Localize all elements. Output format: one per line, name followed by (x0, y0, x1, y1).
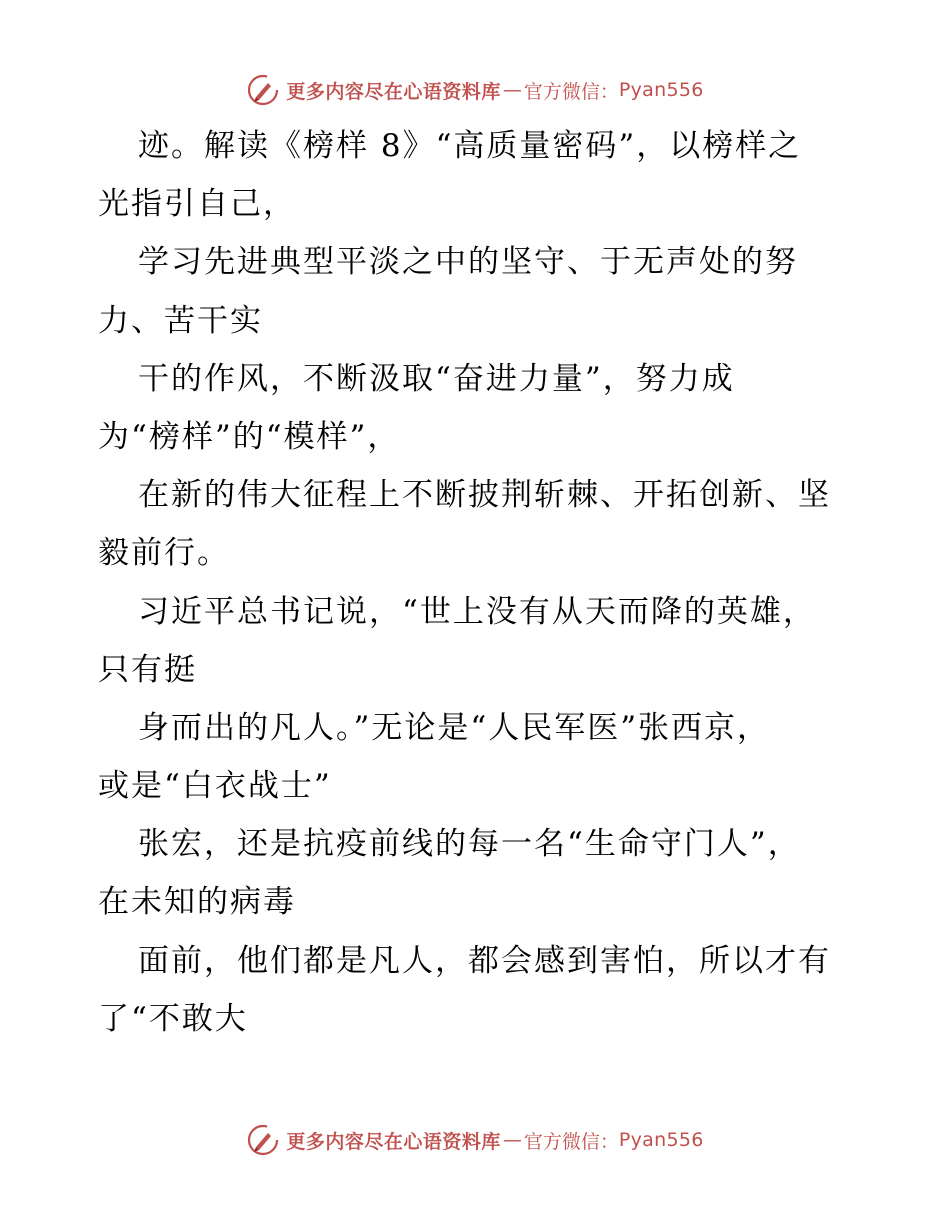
text-line: 或是“白衣战士” (98, 768, 332, 805)
watermark-text: 更多内容尽在心语资料库 (286, 80, 501, 103)
footer-watermark (0, 1120, 950, 1160)
text-line: 在未知的病毒 (98, 884, 296, 921)
watermark-text: 更多内容尽在心语资料库 (286, 1130, 501, 1153)
text-line: 力、苦干实 (98, 302, 263, 339)
text-line: 毅前行。 (98, 535, 230, 572)
pen-logo-icon (246, 1123, 280, 1157)
watermark-contact-id: Pyan556 (618, 1129, 704, 1151)
watermark-contact-label: 官方微信： (523, 80, 619, 103)
watermark-contact-id: Pyan556 (618, 79, 704, 101)
document-body (98, 117, 898, 1048)
text-line: 习近平总书记说，“世上没有从天而降的英雄， (138, 593, 816, 630)
text-line: 张宏，还是抗疫前线的每一名“生命守门人”， (138, 826, 801, 863)
text-line: 了“不敢大 (98, 1000, 248, 1037)
text-line: 光指引自己， (98, 186, 296, 223)
text-line: 干的作风，不断汲取“奋进力量”，努力成 (138, 360, 735, 397)
text-line: 身而出的凡人。”无论是“人民军医”张西京， (138, 709, 771, 746)
text-line: 迹。解读《榜样 8》“高质量密码”，以榜样之 (138, 128, 802, 164)
pen-logo-icon (246, 73, 280, 107)
text-line: 为“榜样”的“模样”， (98, 418, 401, 455)
text-line: 学习先进典型平淡之中的坚守、于无声处的努 (138, 244, 798, 281)
text-line: 在新的伟大征程上不断披荆斩棘、开拓创新、坚 (138, 477, 831, 514)
text-line: 只有挺 (98, 651, 197, 688)
header-watermark (0, 70, 950, 110)
text-line: 面前，他们都是凡人，都会感到害怕，所以才有 (138, 942, 831, 979)
watermark-dash: — (502, 79, 522, 101)
watermark-dash: — (502, 1129, 522, 1151)
watermark-contact-label: 官方微信： (523, 1130, 619, 1153)
